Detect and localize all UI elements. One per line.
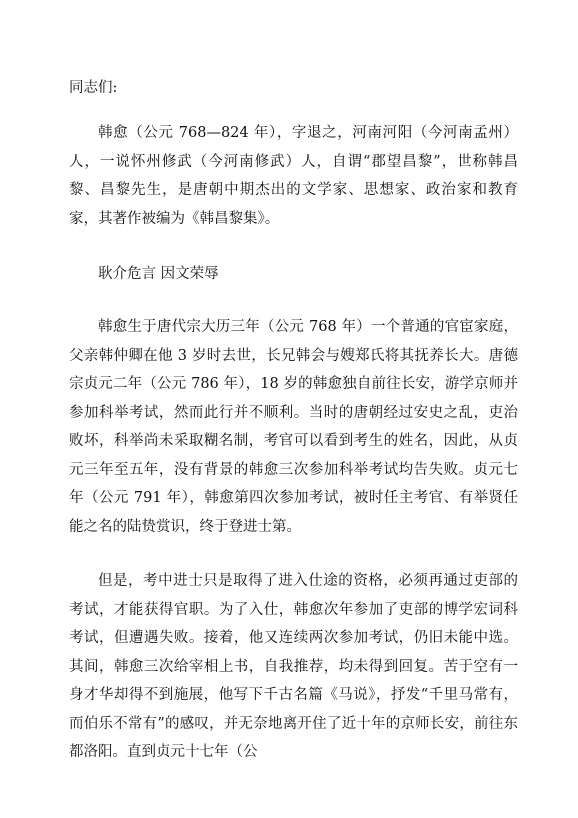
- spacer: [69, 541, 518, 567]
- paragraph-early-life: 韩愈生于唐代宗大历三年（公元 768 年）一个普通的官宦家庭，父亲韩仲卿在他 3 岁时去世，长兄韩会与嫂郑氏将其抚养长大。唐德宗贞元二年（公元 786 年），18 岁的韩愈独自前往长安，游学京师并参加科举考试，然而此行并不顺利。当时的唐朝经过安史之乱，吏治败坏，科举尚未采取糊名制，考官可以看到考生的姓名，因此，从贞元三年至五年，没有背景的韩愈三次参加科举考试均告失败。贞元七年（公元 791 年），韩愈第四次参加考试，被时任主考官、有举贤任能之名的陆贽赏识，终于登进士第。: [69, 319, 518, 535]
- section-heading: 耿介危言 因文荣辱: [98, 266, 219, 282]
- paragraph-intro: 韩愈（公元 768—824 年），字退之，河南河阳（今河南孟州）人，一说怀州修武（今河南修武）人，自谓“郡望昌黎”，世称韩昌黎、昌黎先生，是唐朝中期杰出的文学家、思想家、政治家和教育家，其著作被编为《韩昌黎集》。: [69, 125, 518, 227]
- greeting: 同志们:: [69, 80, 118, 96]
- spacer: [69, 285, 518, 313]
- spacer: [69, 233, 518, 263]
- paragraph-career: 但是，考中进士只是取得了进入仕途的资格，必须再通过吏部的考试，才能获得官职。为了入仕，韩愈次年参加了吏部的博学宏词科考试，但遭遇失败。接着，他又连续两次参加考试，仍旧未能中选。其间，韩愈三次给宰相上书，自我推荐，均未得到回复。苦于空有一身才华却得不到施展，他写下千古名篇《马说》，抒发“千里马常有，而伯乐不常有”的感叹，并无奈地离开住了近十年的京师长安，前往东都洛阳。直到贞元十七年（公: [69, 573, 518, 760]
